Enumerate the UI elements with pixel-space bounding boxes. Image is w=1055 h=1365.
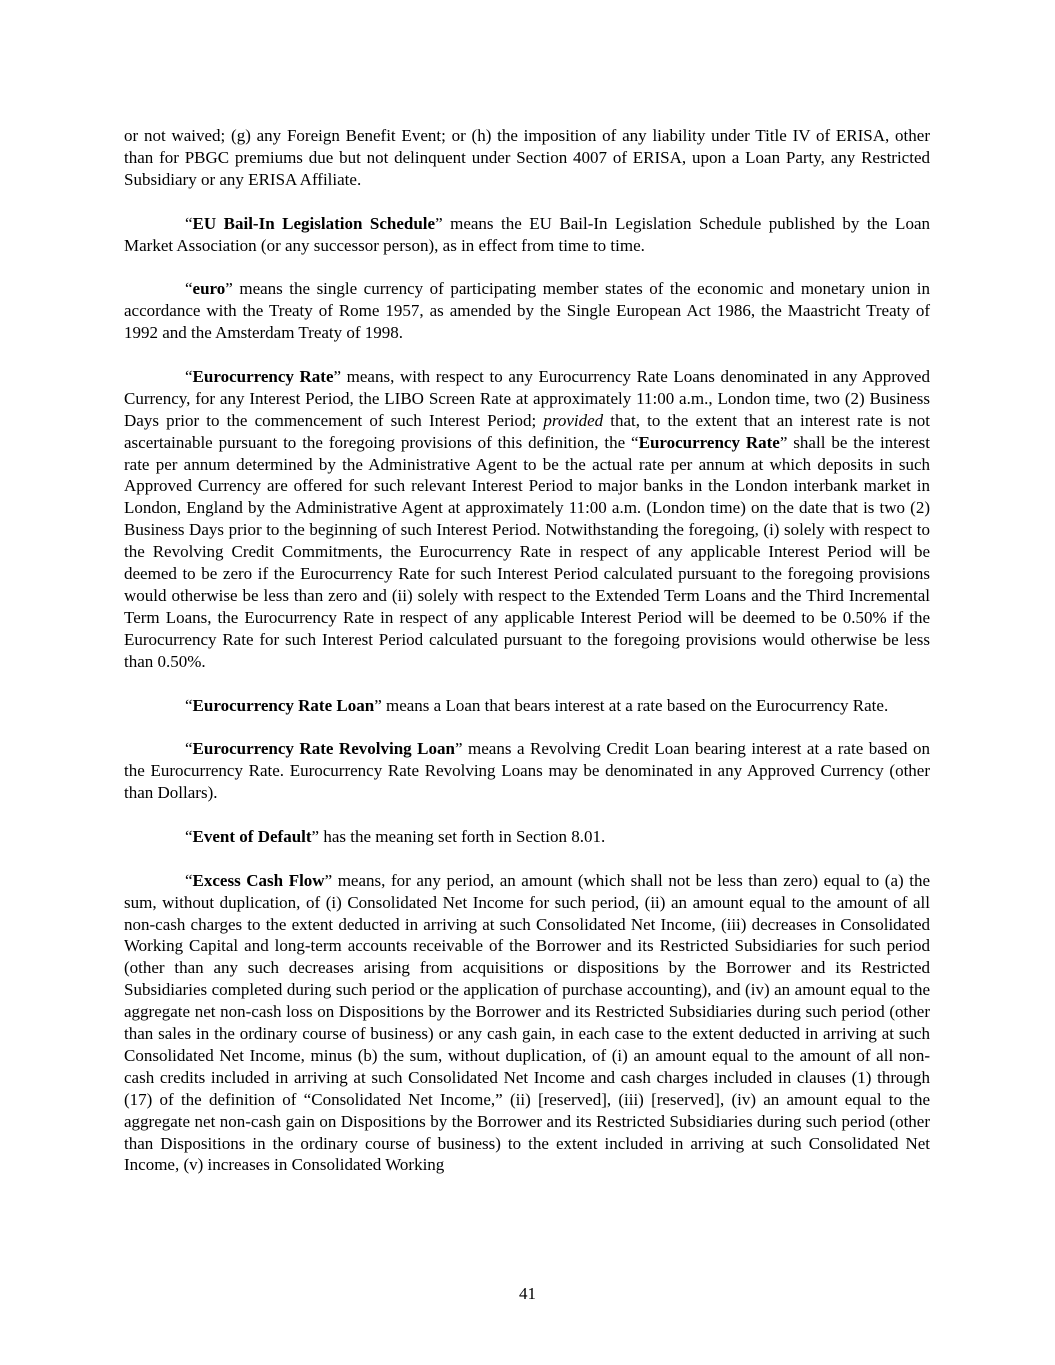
- paragraph-text: ” means, with respect to any Eurocurrency Rate Loans denominated in any Approved Currency, for any Interest Period, the LIBO Screen Rate at approximately 11:00 a.m., London time, two (2) Business Days prior to the commencement of such Interest Period;: [124, 366, 930, 430]
- defined-term: Eurocurrency Rate Loan: [192, 695, 375, 715]
- definition-paragraph: [124, 870, 930, 1177]
- defined-term: Excess Cash Flow: [192, 870, 325, 890]
- defined-term: euro: [192, 279, 226, 299]
- paragraph-text: “: [185, 826, 193, 846]
- paragraph-text: that, to the extent that an interest rate is not ascertainable pursuant to the foregoing provisions of this definition, the “: [124, 410, 930, 452]
- definition-paragraph: [124, 738, 930, 804]
- page-number: 41: [519, 1284, 536, 1303]
- defined-term: Eurocurrency Rate: [192, 366, 334, 386]
- definition-paragraph: [124, 366, 930, 673]
- document-body: [124, 125, 930, 1198]
- definition-paragraph: [124, 278, 930, 344]
- paragraph-text: ” shall be the interest rate per annum determined by the Administrative Agent to be the actual rate per annum at which deposits in such Approved Currency are offered for such relevant Interest Period to major banks in the London interbank market in London, England by the Administrative Agent at approximately 11:00 a.m. (London time) on the date that is two (2) Business Days prior to the beginning of such Interest Period. Notwithstanding the foregoing, (i) solely with respect to the Revolving Credit Commitments, the Eurocurrency Rate in respect of any applicable Interest Period will be deemed to be zero if the Eurocurrency Rate for such Interest Period calculated pursuant to the foregoing provisions would otherwise be less than zero and (ii) solely with respect to the Extended Term Loans and the Third Incremental Term Loans, the Eurocurrency Rate in respect of any applicable Interest Period will be deemed to be 0.50% if the Eurocurrency Rate for such Interest Period calculated pursuant to the foregoing provisions would otherwise be less than 0.50%.: [124, 432, 930, 671]
- paragraph-text: ” means, for any period, an amount (which shall not be less than zero) equal to (a) the sum, without duplication, of (i) Consolidated Net Income for such period, (ii) an amount equal to the amount of all non-cash charges to the extent deducted in arriving at such Consolidated Net Income, (iii) decreases in Consolidated Working Capital and long-term accounts receivable of the Borrower and its Restricted Subsidiaries for such period (other than any such decreases arising from acquisitions or dispositions by the Borrower and its Restricted Subsidiaries completed during such period or the application of purchase accounting), and (iv) an amount equal to the aggregate net non-cash loss on Dispositions by the Borrower and its Restricted Subsidiaries during such period (other than sales in the ordinary course of business) or any cash gain, in each case to the extent deducted in arriving at such Consolidated Net Income, minus (b) the sum, without duplication, of (i) an amount equal to the amount of all non-cash credits included in arriving at such Consolidated Net Income and cash charges included in clauses (1) through (17) of the definition of “Consolidated Net Income,” (ii) [reserved], (iii) [reserved], (iv) an amount equal to the aggregate net non-cash gain on Dispositions by the Borrower and its Restricted Subsidiaries during such period (other than Dispositions in the ordinary course of business) to the extent included in arriving at such Consolidated Net Income, (v) increases in Consolidated Working: [124, 870, 930, 1175]
- definition-paragraph: [124, 125, 930, 191]
- defined-term: Eurocurrency Rate: [638, 432, 780, 452]
- defined-term: EU Bail-In Legislation Schedule: [192, 213, 436, 233]
- definition-paragraph: [124, 695, 930, 717]
- paragraph-text: “: [185, 213, 193, 233]
- paragraph-text: “: [185, 739, 193, 759]
- paragraph-text: ” means a Loan that bears interest at a rate based on the Eurocurrency Rate.: [374, 695, 889, 715]
- paragraph-text: “: [185, 870, 193, 890]
- defined-term: Event of Default: [192, 826, 312, 846]
- definition-paragraph: [124, 213, 930, 257]
- emphasis-text: provided: [543, 410, 604, 430]
- paragraph-text: or not waived; (g) any Foreign Benefit Event; or (h) the imposition of any liability under Title IV of ERISA, other than for PBGC premiums due but not delinquent under Section 4007 of ERISA, upon a Loan Party, any Restricted Subsidiary or any ERISA Affiliate.: [124, 126, 930, 189]
- paragraph-text: “: [185, 279, 193, 299]
- paragraph-text: ” means the single currency of participating member states of the economic and monetary union in accordance with the Treaty of Rome 1957, as amended by the Single European Act 1986, the Maastricht Treaty of 1992 and the Amsterdam Treaty of 1998.: [124, 279, 930, 343]
- paragraph-text: “: [185, 366, 193, 386]
- paragraph-text: ” means the EU Bail-In Legislation Schedule published by the Loan Market Association (or any successor person), as in effect from time to time.: [124, 213, 930, 255]
- definition-paragraph: [124, 826, 930, 848]
- paragraph-text: ” means a Revolving Credit Loan bearing interest at a rate based on the Eurocurrency Rate. Eurocurrency Rate Revolving Loans may be denominated in any Approved Currency (other than Dollars).: [124, 739, 930, 803]
- paragraph-text: “: [185, 695, 193, 715]
- defined-term: Eurocurrency Rate Revolving Loan: [192, 739, 455, 759]
- paragraph-text: ” has the meaning set forth in Section 8.01.: [311, 826, 606, 846]
